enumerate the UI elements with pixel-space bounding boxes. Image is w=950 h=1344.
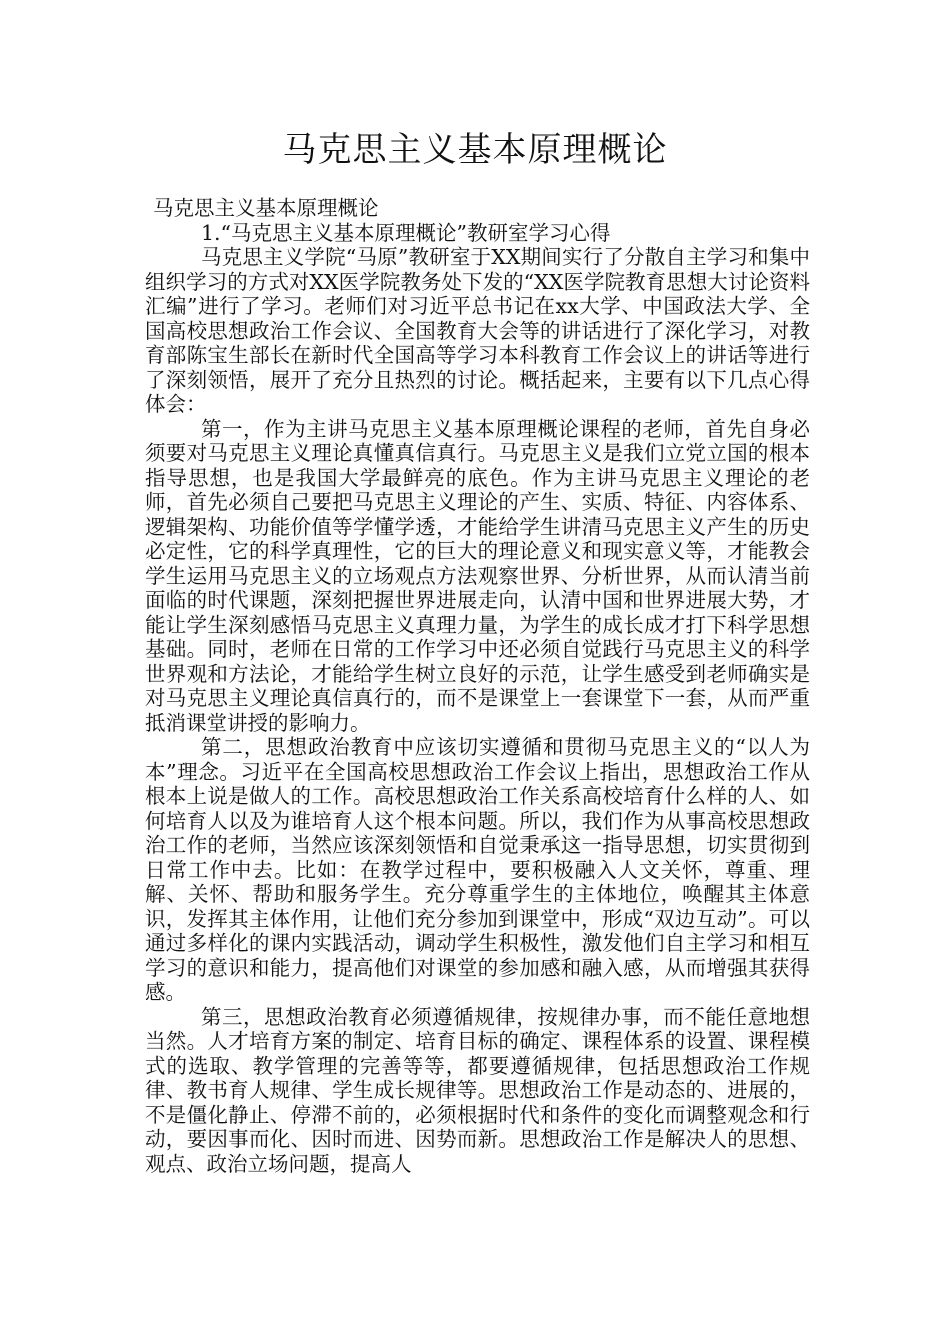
- document-title: 马克思主义基本原理概论: [282, 130, 668, 170]
- document-body: [145, 196, 810, 1176]
- document-subtitle: 马克思主义基本原理概论: [153, 196, 379, 220]
- body-paragraph: 第二，思想政治教育中应该切实遵循和贯彻马克思主义的“以人为本”理念。习近平在全国高校思想政治工作会议上指出，思想政治工作从根本上说是做人的工作。高校思想政治工作关系高校培育什么样的人、如何培育人以及为谁培育人这个根本问题。所以，我们作为从事高校思想政治工作的老师，当然应该深刻领悟和自觉秉承这一指导思想，切实贯彻到日常工作中去。比如：在教学过程中，要积极融入人文关怀，尊重、理解、关怀、帮助和服务学生。充分尊重学生的主体地位，唤醒其主体意识，发挥其主体作用，让他们充分参加到课堂中，形成“双边互动”。可以通过多样化的课内实践活动，调动学生积极性，激发他们自主学习和相互学习的意识和能力，提高他们对课堂的参加感和融入感，从而增强其获得感。: [145, 735, 810, 1004]
- body-paragraph: 马克思主义学院“马原”教研室于XX期间实行了分散自主学习和集中组织学习的方式对XX医学院教务处下发的“XX医学院教育思想大讨论资料汇编”进行了学习。老师们对习近平总书记在xx大学、中国政法大学、全国高校思想政治工作会议、全国教育大会等的讲话进行了深化学习，对教育部陈宝生部长在新时代全国高等学习本科教育工作会议上的讲话等进行了深刻领悟，展开了充分且热烈的讨论。概括起来，主要有以下几点心得体会：: [145, 245, 810, 416]
- section-heading: 1.“马克思主义基本原理概论”教研室学习心得: [201, 220, 611, 245]
- body-paragraph: 第三，思想政治教育必须遵循规律，按规律办事，而不能任意地想当然。人才培育方案的制定、培育目标的确定、课程体系的设置、课程模式的选取、教学管理的完善等等，都要遵循规律，包括思想政治工作规律、教书育人规律、学生成长规律等。思想政治工作是动态的、进展的，不是僵化静止、停滞不前的，必须根据时代和条件的变化而调整观念和行动，要因事而化、因时而进、因势而新。思想政治工作是解决人的思想、观点、政治立场问题，提高人: [145, 1004, 810, 1176]
- body-paragraph: 第一，作为主讲马克思主义基本原理概论课程的老师，首先自身必须要对马克思主义理论真懂真信真行。马克思主义是我们立党立国的根本指导思想，也是我国大学最鲜亮的底色。作为主讲马克思主义理论的老师，首先必须自己要把马克思主义理论的产生、实质、特征、内容体系、逻辑架构、功能价值等学懂学透，才能给学生讲清马克思主义产生的历史必定性，它的科学真理性，它的巨大的理论意义和现实意义等，才能教会学生运用马克思主义的立场观点方法观察世界、分析世界，从而认清当前面临的时代课题，深刻把握世界进展走向，认清中国和世界进展大势，才能让学生深刻感悟马克思主义真理力量，为学生的成长成才打下科学思想基础。同时，老师在日常的工作学习中还必须自觉践行马克思主义的科学世界观和方法论，才能给学生树立良好的示范，让学生感受到老师确实是对马克思主义理论真信真行的，而不是课堂上一套课堂下一套，从而严重抵消课堂讲授的影响力。: [145, 416, 810, 735]
